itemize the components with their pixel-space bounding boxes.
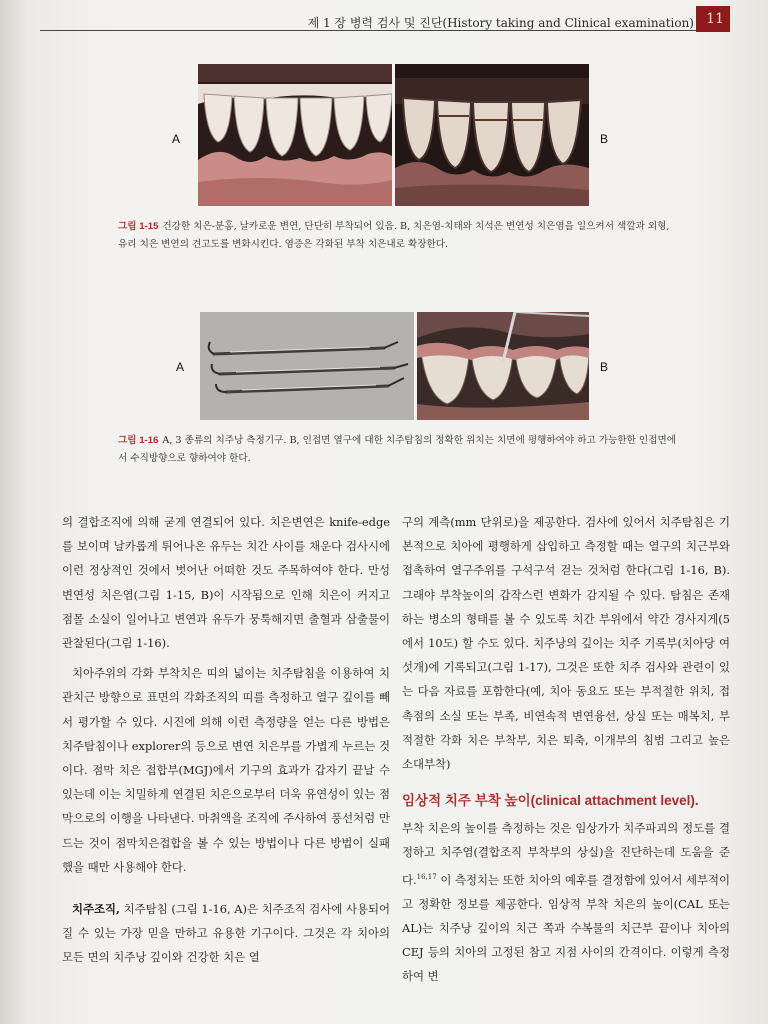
header-rule (40, 30, 730, 31)
left-paragraph-1: 의 결합조직에 의해 굳게 연결되어 있다. 치은변연은 knife-edge를 보이며 날카롭게 튀어나온 유두는 치간 사이를 채운다 검사시에 이런 정상적인 것에서 벗어난 어떠한 것도 주목하여야 한다. 만성 변연성 치은염(그림 1-15, B)이 시작됨으로 인해 치은이 커지고 점몰 소실이 일어나고 변연과 유두가 뭉툭해지면 출혈과 삼출물이 관찰된다(그림 1-16). (62, 515, 390, 651)
figure-1-15-caption (118, 218, 678, 254)
right-paragraph-1: 구의 계측(mm 단위로)을 제공한다. 검사에 있어서 치주탐침은 기본적으로 치아에 평행하게 삽입하고 측정할 때는 열구의 치근부와 접촉하여 열구주위를 구석구석 걷는 것처럼 한다(그림 1-16, B). 그래야 부착높이의 갑작스런 변화가 감지될 수 있다. 탐침은 존재하는 병소의 형태를 볼 수 있도록 치간 부위에서 약간 경사지게(5에서 10도) 할 수도 있다. 치주낭의 깊이는 치주 기록부(치아당 여섯개)에 기록되고(그림 1-17), 그것은 또한 치주 검사와 관련이 있는 다음 자료를 포함한다(예, 치아 동요도 또는 부적절한 위치, 접촉점의 소실 또는 부족, 비연속적 변연융선, 상실 또는 매복치, 부적절한 각화 치은 부착부, 치은 퇴축, 이개부의 침범 그리고 높은 소대부착) (402, 515, 730, 772)
figure-1-16-caption-text: A, 3 종류의 치주낭 측정기구. B, 인접면 열구에 대한 치주탐침의 정확한 위치는 치면에 평행하여야 하고 가능한한 인접면에서 수직방향으로 향하여야 한다. (118, 435, 677, 464)
right-paragraph-2-text-b: 이 측정치는 또한 치아의 예후를 결정함에 있어서 세부적이고 정확한 정보를 제공한다. 임상적 부착 치은의 높이(CAL 또는 AL)는 치주낭 깊이의 치근 쪽과 수복물의 치근부 끝이나 치아의 CEJ 등의 치아의 고정된 참고 지점 사이의 간격이다. 이렇게 측정하여 변 (402, 872, 730, 984)
page-number-box (696, 6, 730, 32)
figure-1-16-number: 그림 1-16 (118, 435, 159, 446)
figure-1-16-label-a: A (176, 360, 185, 374)
left-paragraph-3-text: 치주탐침 (그림 1-16, A)은 치주조직 검사에 사용되어 질 수 있는 가장 믿을 만하고 유용한 기구이다. 그것은 각 치아의 모든 면의 치주낭 깊이와 건강한 치은 열 (62, 902, 390, 965)
left-paragraph-3 (62, 897, 390, 970)
right-paragraph-2-text-a: 부착 치은의 높이를 측정하는 것은 임상가가 치주파괴의 정도를 결정하고 치주염(결합조직 부착부의 상실)을 진단하는데 도움을 준다. (402, 821, 730, 887)
running-header (40, 6, 730, 32)
figure-1-15-caption-text: 건강한 치은-분홍, 날카로운 변연, 단단히 부착되어 있음. B, 치은염-치태와 치석은 변연성 치은염을 일으켜서 색깔과 외형, 유리 치은 변연의 견고도를 변화시킨다. 염증은 각화된 부착 치은내로 확장한다. (118, 221, 670, 250)
figure-1-15-label-a: A (172, 132, 181, 146)
body-left-column (62, 510, 390, 970)
left-paragraph-2: 치아주위의 각화 부착치은 띠의 넓이는 치주탐침을 이용하여 치관치근 방향으로 표면의 각화조직의 띠를 측정하고 열구 깊이를 빼서 평가할 수 있다. 시진에 의해 이런 측정량을 얻는 다른 방법은 치주탐침이나 explorer의 등으로 변연 치은부를 가볍게 누르는 것이다. 점막 치은 접합부(MGJ)에서 기구의 효과가 갑자기 끝날 수 있는데 이는 치밀하게 연결된 치은으로부터 더욱 유연성이 있는 점막으로의 이행을 나타낸다. 마취액을 조직에 주사하여 풍선처럼 만드는 것이 점막치은접합을 볼 수 있는 방법이나 다른 방법이 실패했을 때만 사용해야 한다. (62, 666, 390, 874)
figure-1-15-photo-a (198, 64, 392, 206)
figure-1-15-photo-b (395, 64, 589, 206)
page-number: 11 (706, 11, 724, 27)
reference-superscript: 16,17 (416, 872, 437, 881)
figure-1-15-label-b: B (600, 132, 609, 146)
figure-1-16-photo-a (200, 312, 414, 420)
figure-1-16-caption (118, 432, 678, 468)
term-periodontal-tissue: 치주조직, (72, 902, 120, 917)
figure-1-16-label-b: B (600, 360, 609, 374)
chapter-title: 제 1 장 병력 검사 및 진단(History taking and Clinical examination) (307, 16, 694, 30)
body-right-column (402, 510, 730, 988)
right-paragraph-2 (402, 816, 730, 988)
section-heading-clinical-attachment-level: 임상적 치주 부착 높이(clinical attachment level). (402, 793, 699, 809)
figure-1-15-number: 그림 1-15 (118, 221, 159, 232)
figure-1-16-photo-b (417, 312, 589, 420)
